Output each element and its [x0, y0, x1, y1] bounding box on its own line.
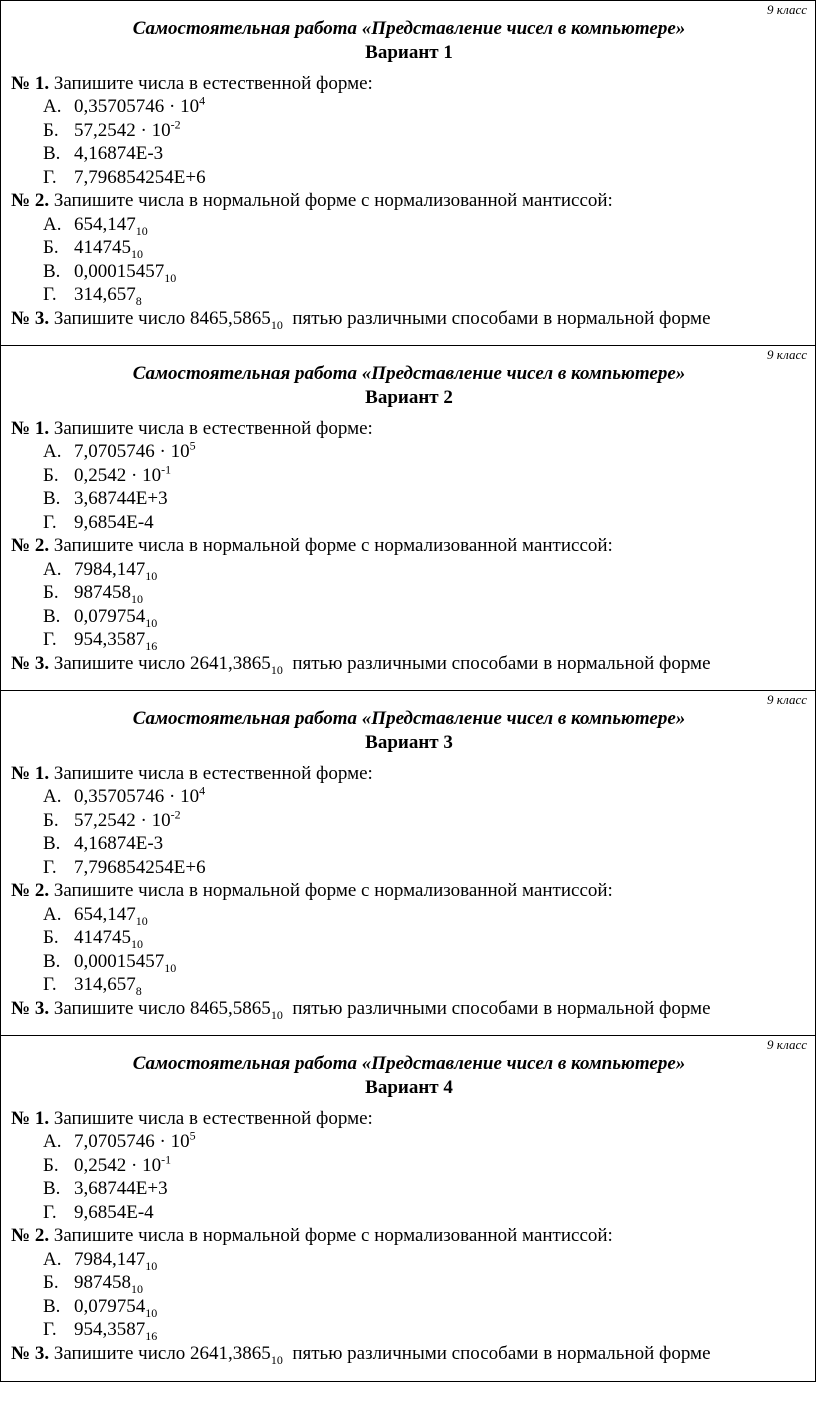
item-letter: Б.: [43, 237, 59, 258]
task-number: № 2.: [11, 190, 50, 211]
item-letter: А.: [43, 786, 62, 807]
item-letter: А.: [43, 559, 62, 580]
task-text: Запишите числа в нормальной форме с нормализованной мантиссой:: [49, 190, 613, 211]
answer-item: [43, 1271, 143, 1294]
item-number: 987458: [74, 582, 131, 603]
item-exponent: -2: [170, 117, 181, 132]
task-number: № 3.: [11, 653, 50, 674]
item-base: 16: [145, 1328, 158, 1343]
task3-line: [11, 652, 711, 675]
answer-item: [43, 973, 142, 996]
task-text-end: пятью различными способами в нормальной форме: [282, 998, 711, 1019]
item-number: 0,35705746 · 10: [74, 96, 200, 117]
answer-item: [43, 1318, 157, 1341]
task1-heading: [11, 72, 373, 95]
worksheet-title: Самостоятельная работа «Представление чисел в компьютере»: [132, 1053, 686, 1074]
variant-name: Вариант 3: [365, 732, 453, 753]
answer-item: [43, 926, 143, 949]
item-base: 10: [145, 615, 158, 630]
task-text: Запишите число 8465,5865: [49, 308, 271, 329]
item-letter: А.: [43, 904, 62, 925]
item-base: 10: [131, 936, 143, 951]
item-base: 10: [131, 591, 143, 606]
task1-heading: [11, 762, 373, 785]
item-number: 0,079754: [74, 1296, 146, 1317]
answer-item: [43, 832, 163, 855]
task-number: № 2.: [11, 880, 50, 901]
item-number: 4,16874E-3: [74, 833, 164, 854]
item-number: 314,657: [74, 974, 136, 995]
answer-item: [43, 785, 205, 808]
item-letter: Г.: [43, 629, 57, 650]
answer-item: [43, 464, 171, 487]
item-number: 314,657: [74, 284, 136, 305]
answer-item: [43, 1130, 196, 1153]
task-text: Запишите числа в нормальной форме с нормализованной мантиссой:: [49, 880, 613, 901]
task-number: № 3.: [11, 998, 50, 1019]
grade-label: 9 класс: [767, 2, 807, 17]
answer-item: [43, 1201, 154, 1224]
task1-heading: [11, 417, 373, 440]
item-base: 8: [135, 983, 142, 998]
task-number: № 3.: [11, 1343, 50, 1364]
item-letter: Б.: [43, 1155, 59, 1176]
item-number: 414745: [74, 237, 131, 258]
item-number: 9,6854E-4: [74, 512, 154, 533]
item-letter: Г.: [43, 167, 57, 188]
grade-label: 9 класс: [767, 347, 807, 362]
item-number: 7,0705746 · 10: [74, 1131, 190, 1152]
task-text: Запишите числа в естественной форме:: [49, 73, 373, 94]
task-text: Запишите числа в нормальной форме с нормализованной мантиссой:: [49, 1225, 613, 1246]
item-letter: Г.: [43, 1202, 57, 1223]
item-letter: Б.: [43, 120, 59, 141]
item-letter: В.: [43, 606, 61, 627]
number-base: 10: [270, 317, 283, 332]
task-text: Запишите числа в естественной форме:: [49, 418, 373, 439]
variant-section: [1, 1035, 815, 1380]
answer-item: [43, 511, 154, 534]
task-number: № 1.: [11, 73, 50, 94]
item-base: 10: [145, 1258, 158, 1273]
item-exponent: -1: [161, 462, 172, 477]
item-number: 414745: [74, 927, 131, 948]
task-number: № 2.: [11, 1225, 50, 1246]
item-exponent: 4: [199, 93, 206, 108]
item-number: 7984,147: [74, 1249, 146, 1270]
item-letter: Б.: [43, 582, 59, 603]
answer-item: [43, 283, 142, 306]
answer-item: [43, 950, 176, 973]
item-letter: В.: [43, 1178, 61, 1199]
item-letter: А.: [43, 441, 62, 462]
item-letter: Г.: [43, 857, 57, 878]
answer-item: [43, 260, 176, 283]
item-letter: А.: [43, 96, 62, 117]
variant-section: [1, 0, 815, 345]
number-base: 10: [270, 662, 283, 677]
item-number: 7,796854254E+6: [74, 857, 206, 878]
answer-item: [43, 142, 163, 165]
task3-line: [11, 997, 711, 1020]
task2-heading: [11, 1224, 613, 1247]
item-number: 0,00015457: [74, 261, 165, 282]
answer-item: [43, 628, 157, 651]
worksheet-title: Самостоятельная работа «Представление чисел в компьютере»: [132, 18, 686, 39]
task-number: № 1.: [11, 418, 50, 439]
answer-item: [43, 236, 143, 259]
answer-item: [43, 1295, 157, 1318]
variant-section: [1, 690, 815, 1035]
item-letter: Г.: [43, 284, 57, 305]
task-text: Запишите число 2641,3865: [49, 1343, 271, 1364]
item-number: 0,00015457: [74, 951, 165, 972]
item-number: 954,3587: [74, 1319, 146, 1340]
answer-item: [43, 95, 205, 118]
answer-item: [43, 213, 148, 236]
item-base: 10: [131, 1281, 143, 1296]
answer-item: [43, 119, 181, 142]
answer-item: [43, 903, 148, 926]
answer-item: [43, 809, 181, 832]
number-base: 10: [270, 1352, 283, 1367]
task-text: Запишите число 8465,5865: [49, 998, 271, 1019]
task2-heading: [11, 879, 613, 902]
item-number: 7984,147: [74, 559, 146, 580]
answer-item: [43, 166, 206, 189]
answer-item: [43, 856, 206, 879]
item-letter: А.: [43, 1131, 62, 1152]
task-number: № 1.: [11, 763, 50, 784]
item-base: 16: [145, 638, 158, 653]
item-number: 0,079754: [74, 606, 146, 627]
item-number: 987458: [74, 1272, 131, 1293]
task-text-end: пятью различными способами в нормальной форме: [282, 1343, 711, 1364]
grade-label: 9 класс: [767, 692, 807, 707]
item-number: 4,16874E-3: [74, 143, 164, 164]
item-number: 654,147: [74, 904, 136, 925]
item-base: 8: [135, 293, 142, 308]
item-number: 654,147: [74, 214, 136, 235]
item-exponent: 5: [189, 1128, 196, 1143]
answer-item: [43, 1177, 168, 1200]
task-number: № 1.: [11, 1108, 50, 1129]
item-letter: А.: [43, 214, 62, 235]
item-letter: Б.: [43, 810, 59, 831]
item-letter: В.: [43, 833, 61, 854]
task-text: Запишите числа в естественной форме:: [49, 763, 373, 784]
item-number: 57,2542 · 10: [74, 810, 171, 831]
variant-section: [1, 345, 815, 690]
item-number: 0,2542 · 10: [74, 1155, 162, 1176]
item-letter: Г.: [43, 512, 57, 533]
item-exponent: -1: [161, 1152, 172, 1167]
answer-item: [43, 581, 143, 604]
worksheet-title: Самостоятельная работа «Представление чисел в компьютере»: [132, 363, 686, 384]
item-number: 3,68744E+3: [74, 1178, 168, 1199]
item-letter: Б.: [43, 465, 59, 486]
worksheet-title: Самостоятельная работа «Представление чисел в компьютере»: [132, 708, 686, 729]
answer-item: [43, 1154, 171, 1177]
task2-heading: [11, 534, 613, 557]
item-letter: Б.: [43, 1272, 59, 1293]
item-number: 57,2542 · 10: [74, 120, 171, 141]
item-base: 10: [164, 270, 177, 285]
item-base: 10: [131, 246, 143, 261]
answer-item: [43, 1248, 157, 1271]
task-number: № 2.: [11, 535, 50, 556]
item-base: 10: [145, 1305, 158, 1320]
item-exponent: 5: [189, 438, 196, 453]
task2-heading: [11, 189, 613, 212]
item-letter: В.: [43, 488, 61, 509]
variant-name: Вариант 4: [365, 1077, 453, 1098]
item-base: 10: [164, 960, 177, 975]
task3-line: [11, 1342, 711, 1365]
item-letter: В.: [43, 261, 61, 282]
task-number: № 3.: [11, 308, 50, 329]
item-number: 954,3587: [74, 629, 146, 650]
item-letter: Г.: [43, 974, 57, 995]
answer-item: [43, 605, 157, 628]
answer-item: [43, 558, 157, 581]
item-letter: В.: [43, 1296, 61, 1317]
item-number: 9,6854E-4: [74, 1202, 154, 1223]
task-text-end: пятью различными способами в нормальной форме: [282, 653, 711, 674]
task-text-end: пятью различными способами в нормальной форме: [282, 308, 711, 329]
item-letter: Б.: [43, 927, 59, 948]
grade-label: 9 класс: [767, 1037, 807, 1052]
item-number: 0,35705746 · 10: [74, 786, 200, 807]
item-exponent: -2: [170, 807, 181, 822]
item-number: 7,0705746 · 10: [74, 441, 190, 462]
item-letter: В.: [43, 951, 61, 972]
item-letter: Г.: [43, 1319, 57, 1340]
item-exponent: 4: [199, 783, 206, 798]
task1-heading: [11, 1107, 373, 1130]
variant-name: Вариант 1: [365, 42, 453, 63]
number-base: 10: [270, 1007, 283, 1022]
item-letter: В.: [43, 143, 61, 164]
item-number: 3,68744E+3: [74, 488, 168, 509]
item-base: 10: [145, 568, 158, 583]
item-number: 0,2542 · 10: [74, 465, 162, 486]
variant-name: Вариант 2: [365, 387, 453, 408]
task-text: Запишите число 2641,3865: [49, 653, 271, 674]
item-base: 10: [135, 913, 148, 928]
item-number: 7,796854254E+6: [74, 167, 206, 188]
task-text: Запишите числа в естественной форме:: [49, 1108, 373, 1129]
item-base: 10: [135, 223, 148, 238]
item-letter: А.: [43, 1249, 62, 1270]
answer-item: [43, 487, 168, 510]
answer-item: [43, 440, 196, 463]
task3-line: [11, 307, 711, 330]
task-text: Запишите числа в нормальной форме с нормализованной мантиссой:: [49, 535, 613, 556]
